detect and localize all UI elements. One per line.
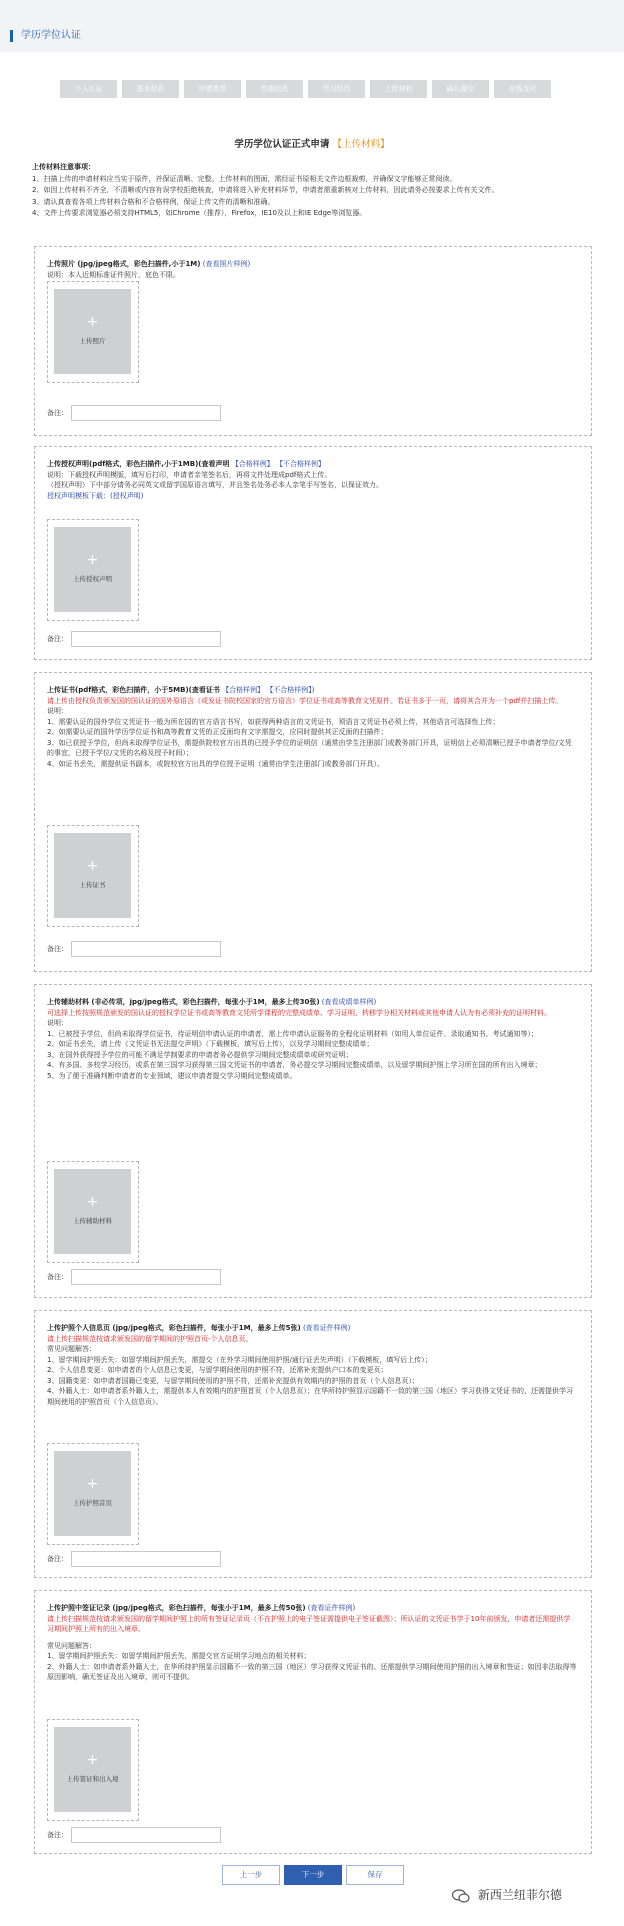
remark-row <box>47 405 68 421</box>
upload-notes <box>32 162 592 220</box>
section-title: 上传护照中签证记录 (jpg/jpeg格式，彩色扫描件，每张小于1M，最多上传50张) <box>47 1604 306 1612</box>
remark-label: 备注： <box>47 1555 68 1563</box>
notes-item: 2、如因上传材料不齐全，不清晰或内容有误学校拒绝核查，申请将进入补充材料环节，申请者需重新核对上传材料，因此请务必按要求上传有关文件。 <box>32 186 499 194</box>
section-text <box>47 685 577 769</box>
upload-certificate-box[interactable] <box>47 825 139 927</box>
section-desc: 4、外籍人士：如申请者系外籍人士，需提供本人有效期内的护照首页（个人信息页）；在华所持护照显示国籍不一致的第三国（地区）学习获得文凭证书的，还需提供学习期间使用的护照首页（个人信息页）。 <box>47 1387 573 1406</box>
section-desc: 说明：本人近期标准证件照片，底色不限。 <box>47 270 180 279</box>
section-title: 上传授权声明(pdf格式，彩色扫描件,小于1MB)(查看声明 <box>47 460 230 468</box>
section-authorization <box>34 446 592 660</box>
step-3: 申请类型 <box>184 80 241 98</box>
section-desc: 3、国籍变更：如申请者国籍已变更，与留学期间使用的护照不符，还需补充提供有效期内的护照的首页（个人信息页）； <box>47 1376 419 1385</box>
section-text <box>47 259 577 280</box>
remark-input[interactable] <box>71 941 221 957</box>
remark-input[interactable] <box>71 1269 221 1285</box>
section-supporting <box>34 984 592 1298</box>
upload-visa-box[interactable] <box>47 1719 139 1821</box>
section-desc: 说明：下载授权声明模版，填写后打印，申请者亲笔签名后，再将文件处理成pdf格式上传。 <box>47 470 332 479</box>
section-title: 上传护照个人信息页 (jpg/jpeg格式，彩色扫描件，每张小于1M，最多上传5张) <box>47 1324 301 1332</box>
upload-authorization-box[interactable] <box>47 519 139 621</box>
step-7: 确认提交 <box>432 80 489 98</box>
step-6: 上传材料 <box>370 80 427 98</box>
upload-supporting-box[interactable] <box>47 1161 139 1263</box>
breadcrumb: 学历学位认证 <box>10 30 81 42</box>
section-title: 上传证书(pdf格式，彩色扫描件，小于5MB)(查看证书 <box>47 686 220 694</box>
section-desc: 说明： <box>47 1019 68 1027</box>
step-indicator <box>60 80 560 98</box>
section-visa-records <box>34 1590 592 1854</box>
section-desc: 1、需要认证的国外学位文凭证书一般为所在国的官方语言书写，如获得两种语言的文凭证书，须语言文凭证书必须上传，其他语言可选择性上传； <box>47 717 500 726</box>
plus-icon: + <box>86 858 99 874</box>
upload-label: 上传照片 <box>79 337 106 345</box>
section-title: 上传照片 (jpg/jpeg格式，彩色扫描件,小于1M) <box>47 260 201 268</box>
section-desc: 1、已被授予学位，但尚未取得学位证书，待证明信申请认证的申请者，需上传申请认证服务的全程化证明材料（如用人单位证件、录取通知书、考试通知等）； <box>47 1029 538 1038</box>
prev-button[interactable]: 上一步 <box>222 1865 280 1885</box>
sample-link[interactable]: (查看成绩单样例) <box>321 998 377 1006</box>
section-title: 上传辅助材料 (非必传项，jpg/jpeg格式，彩色扫描件，每张小于1M，最多上传30张) <box>47 998 320 1006</box>
section-passport-info <box>34 1310 592 1578</box>
section-desc: 常见问题解答： <box>47 1345 96 1353</box>
section-desc: 2、如证书丢失，请上传《文凭证书无法提交声明》（下载模板，填写后上传），以及学习期间完整成绩单； <box>47 1040 374 1048</box>
upload-photo-box[interactable] <box>47 281 139 383</box>
step-5: 学习经历 <box>308 80 365 98</box>
section-desc: 5、为了便于准确判断申请者的专业领域，建议申请者提交学习期间完整成绩单。 <box>47 1071 297 1080</box>
plus-icon: + <box>86 552 99 568</box>
remark-label: 备注： <box>47 945 68 953</box>
upload-passport-button[interactable] <box>54 1451 131 1536</box>
watermark-text: 新西兰纽菲尔德 <box>477 1888 562 1902</box>
section-warning: 请上传扫描规范按请求颁发国的留学期间的护照首页-个人信息页。 <box>47 1334 253 1343</box>
notes-item: 3、请认真查看各项上传材料合格和不合格样例，保证上传文件的清晰和准确。 <box>32 197 275 206</box>
section-desc: 2、如需要认证的国外学历学位证书和高等教育文凭的正反面均有文字需提交，应同时提供其正反面的扫描件； <box>47 728 388 736</box>
upload-label: 上传辅助材料 <box>73 1217 112 1225</box>
section-warning: 请上传扫描规范按请求颁发国的留学期间护照上的所有签证记录页（不在护照上的电子签证需提供电子签证截图）；所认证的文凭证书学于10年前颁发，申请者还需提供学习期间护照上所有的出入境章。 <box>47 1614 571 1633</box>
wechat-icon <box>452 1889 470 1903</box>
upload-authorization-button[interactable] <box>54 527 131 612</box>
section-desc: 4、如证书丢失，需提供证书副本，或院校官方出具的学位授予证明（通常由学生注册部门或教务部门开具）。 <box>47 759 384 768</box>
remark-input[interactable] <box>71 1827 221 1843</box>
step-1: 个人认证 <box>60 80 117 98</box>
upload-visa-button[interactable] <box>54 1727 131 1812</box>
section-desc: 4、有多国、多校学习经历，或系在第三国学习获得第三国文凭证书的申请者，务必提交学习期间完整成绩单，以及留学期间护照上学习所在国的所有出入境章； <box>47 1061 542 1069</box>
remark-input[interactable] <box>71 631 221 647</box>
section-text <box>47 1603 577 1683</box>
upload-label: 上传授权声明 <box>73 575 112 583</box>
remark-input[interactable] <box>71 405 221 421</box>
section-desc: 1、留学期间护照丢失：如留学期间护照丢失，需提交（在外学习期间使用护照/通行证丢失声明）（下载模板，填写后上传）； <box>47 1355 432 1364</box>
sample-link[interactable]: (查看证件样例) <box>307 1604 356 1612</box>
page-title <box>0 136 624 150</box>
remark-label: 备注： <box>47 635 68 643</box>
sample-link[interactable]: (查看证件样例) <box>302 1324 351 1332</box>
page-title-tag: 【上传材料】 <box>332 139 390 150</box>
plus-icon: + <box>86 1476 99 1492</box>
remark-label: 备注： <box>47 1273 68 1281</box>
plus-icon: + <box>86 1752 99 1768</box>
section-desc: （授权声明）下中部分请务必同英文或留学国原语言填写，并且签名处务必本人亲笔手写签名，以保证效力。 <box>47 481 383 489</box>
step-4: 申请信息 <box>246 80 303 98</box>
plus-icon: + <box>86 1194 99 1210</box>
section-warning: 请上传由授权负责颁发国的国认证的国外原语言（或发证书院校国家的官方语言）学位证书或高等教育文凭原件。若证书多于一页，请将其合并为一个pdf并扫描上传。 <box>47 696 563 705</box>
upload-label: 上传证书 <box>79 881 106 889</box>
step-8: 在线支付 <box>494 80 551 98</box>
watermark <box>452 1886 562 1903</box>
section-desc: 3、如已获授予学位，但尚未取得学位证书，需提供院校官方出具的已授予学位的证明信（通常由学生注册部门或教务部门开具，证明信上必须清晰已授予申请者学位/文凭的事宜，已授予学位/文凭的名称及授予时间）； <box>47 738 572 757</box>
remark-input[interactable] <box>71 1551 221 1567</box>
remark-row <box>47 1551 68 1567</box>
save-button[interactable]: 保存 <box>346 1865 404 1885</box>
upload-supporting-button[interactable] <box>54 1169 131 1254</box>
sample-link[interactable]: 【合格样例】 【不合格样例】) <box>222 686 315 694</box>
section-photo <box>34 246 592 436</box>
section-desc: 2、外籍人士：如申请者系外籍人士，在华所持护照显示国籍不一致的第三国（地区）学习获得文凭证书的、还需提供学习期间使用护照的出入境章和签证；如因非法取得等原因影响，确无签证及出入境章，则可不提供。 <box>47 1662 577 1681</box>
template-download-link[interactable]: 授权声明模板下载：(授权声明) <box>47 491 144 500</box>
section-text <box>47 459 577 501</box>
section-desc: 1、留学期间护照丢失：如留学期间护照丢失，需提交官方证明学习地点的相关材料； <box>47 1652 311 1660</box>
sample-link[interactable]: 【合格样例】 【不合格样例】 <box>231 460 325 468</box>
notes-heading: 上传材料注意事项： <box>32 163 95 171</box>
remark-label: 备注： <box>47 1831 68 1839</box>
notes-item: 4、文件上传要求浏览器必须支持HTML5，如Chrome（推荐），Firefox，IE10及以上和IE Edge等浏览器。 <box>32 209 367 217</box>
section-warning: 可选择上传按照规范颁发的国认证的授权学位证书或高等教育文凭所学课程的完整成绩单、学习证明、转移学分相关材料或其他申请人认为有必须补充的证明材料。 <box>47 1008 551 1017</box>
upload-photo-button[interactable] <box>54 289 131 374</box>
remark-row <box>47 1269 68 1285</box>
remark-row <box>47 941 68 957</box>
section-desc: 2、个人信息变更：如申请者的个人信息已变更，与留学期间使用的护照不符，还需补充提供户口本的变更页； <box>47 1366 388 1374</box>
upload-label: 上传签证和出入境 <box>66 1775 119 1783</box>
section-text <box>47 1323 577 1407</box>
section-desc: 常见问题解答： <box>47 1641 96 1650</box>
remark-row <box>47 631 68 647</box>
section-text <box>47 997 577 1081</box>
upload-passport-box[interactable] <box>47 1443 139 1545</box>
notes-item: 1、扫描上传的申请材料应当实于原件，并保证清晰、完整。上传材料的图面，需经证书原相关文件边框裁剪，并确保文字能够正常阅读。 <box>32 174 457 183</box>
section-desc: 3、在国外获得授予学位的可能不满足学制要求的申请者务必提供学习期间完整成绩单或研究证明； <box>47 1050 353 1059</box>
section-certificate <box>34 672 592 972</box>
page-title-text: 学历学位认证正式申请 <box>234 139 330 150</box>
sample-link[interactable]: (查看照片样例) <box>202 260 251 268</box>
step-2: 基本信息 <box>122 80 179 98</box>
remark-label: 备注： <box>47 409 68 417</box>
upload-label: 上传护照首页 <box>73 1499 112 1507</box>
next-button[interactable]: 下一步 <box>284 1865 342 1885</box>
top-bar <box>0 0 624 52</box>
remark-row <box>47 1827 68 1843</box>
upload-certificate-button[interactable] <box>54 833 131 918</box>
plus-icon: + <box>86 314 99 330</box>
section-desc: 说明： <box>47 707 68 715</box>
